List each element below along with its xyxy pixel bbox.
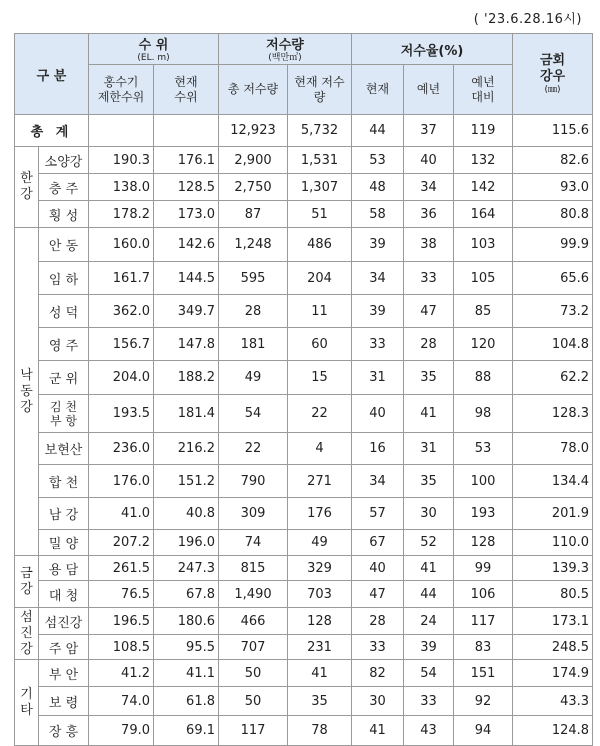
cell-current-rate: 41 [352,716,404,746]
header-water-level-unit: (EL. m) [137,53,170,63]
total-label: 총 계 [15,115,89,147]
cell-vs-normal: 151 [454,660,513,687]
cell-current-storage: 486 [288,228,352,262]
cell-vs-normal: 92 [454,687,513,716]
cell-current-storage: 11 [288,295,352,328]
dam-name: 김 천 부 항 [39,395,89,433]
dam-name: 군 위 [39,361,89,395]
cell-current-storage: 128 [288,608,352,635]
table-row [15,716,593,746]
cell-flood-limit: 161.7 [89,262,154,295]
dam-name: 안 동 [39,228,89,262]
cell-vs-normal: 103 [454,228,513,262]
cell-normal-rate: 40 [404,147,454,174]
cell-flood-limit: 204.0 [89,361,154,395]
cell-level: 128.5 [154,174,219,201]
cell-rainfall: 201.9 [513,498,593,530]
cell-current-storage: 22 [288,395,352,433]
header-row-2 [15,65,593,115]
table-row [15,465,593,498]
cell-vs-normal: 117 [454,608,513,635]
table-row [15,201,593,228]
cell-normal-rate: 44 [404,581,454,608]
table-row [15,228,593,262]
cell-current-rate: 48 [352,174,404,201]
header-flood-limit: 홍수기 제한수위 [89,65,154,115]
cell-total-storage: 181 [219,328,288,361]
cell-current-storage: 329 [288,556,352,581]
table-row [15,556,593,581]
cell-total-storage: 815 [219,556,288,581]
header-rate: 저수율(%) [352,34,513,65]
cell-current-rate: 31 [352,361,404,395]
cell-flood-limit: 160.0 [89,228,154,262]
cell-level: 180.6 [154,608,219,635]
header-current-level: 현재 수위 [154,65,219,115]
cell-current-storage: 60 [288,328,352,361]
cell-flood-limit: 79.0 [89,716,154,746]
cell-level: 173.0 [154,201,219,228]
cell-normal-rate: 31 [404,433,454,465]
cell-current-rate: 40 [352,395,404,433]
cell-current-rate: 34 [352,465,404,498]
river-group-label: 한 강 [15,147,39,228]
header-water-level [89,34,219,65]
cell-current-storage: 4 [288,433,352,465]
total-current-storage: 5,732 [288,115,352,147]
cell-normal-rate: 35 [404,361,454,395]
cell-flood-limit: 362.0 [89,295,154,328]
table-row [15,530,593,556]
cell-level: 69.1 [154,716,219,746]
cell-vs-normal: 120 [454,328,513,361]
cell-flood-limit: 74.0 [89,687,154,716]
cell-vs-normal: 164 [454,201,513,228]
report-timestamp: ( '23.6.28.16시) [473,12,582,27]
dam-name: 밀 양 [39,530,89,556]
cell-vs-normal: 53 [454,433,513,465]
header-rainfall-unit: (㎜) [544,84,561,95]
cell-normal-rate: 47 [404,295,454,328]
total-flood-limit [89,115,154,147]
table-row [15,395,593,433]
cell-current-rate: 82 [352,660,404,687]
table-row [15,660,593,687]
cell-rainfall: 99.9 [513,228,593,262]
table-row [15,581,593,608]
header-normal-rate: 예년 [404,65,454,115]
table-row [15,498,593,530]
dam-name: 임 하 [39,262,89,295]
cell-flood-limit: 176.0 [89,465,154,498]
cell-normal-rate: 41 [404,556,454,581]
cell-current-rate: 33 [352,635,404,660]
table-row [15,295,593,328]
river-group-label: 기 타 [15,660,39,746]
cell-current-storage: 271 [288,465,352,498]
dam-name: 합 천 [39,465,89,498]
header-current-rate: 현재 [352,65,404,115]
cell-vs-normal: 193 [454,498,513,530]
cell-rainfall: 65.6 [513,262,593,295]
cell-current-rate: 34 [352,262,404,295]
cell-total-storage: 74 [219,530,288,556]
cell-rainfall: 80.5 [513,581,593,608]
cell-normal-rate: 28 [404,328,454,361]
header-rainfall-label: 금회 강우 [539,52,566,84]
cell-level: 181.4 [154,395,219,433]
dam-name: 장 흥 [39,716,89,746]
cell-current-storage: 231 [288,635,352,660]
cell-total-storage: 707 [219,635,288,660]
header-total-storage: 총 저수량 [219,65,288,115]
cell-rainfall: 93.0 [513,174,593,201]
cell-vs-normal: 83 [454,635,513,660]
cell-rainfall: 124.8 [513,716,593,746]
cell-current-rate: 67 [352,530,404,556]
cell-current-storage: 51 [288,201,352,228]
cell-total-storage: 28 [219,295,288,328]
table-row [15,262,593,295]
table-row [15,361,593,395]
cell-level: 95.5 [154,635,219,660]
header-current-storage: 현재 저수 량 [288,65,352,115]
header-storage [219,34,352,65]
cell-vs-normal: 85 [454,295,513,328]
header-water-level-label: 수 위 [138,38,169,53]
cell-vs-normal: 88 [454,361,513,395]
cell-current-storage: 49 [288,530,352,556]
cell-level: 67.8 [154,581,219,608]
cell-vs-normal: 98 [454,395,513,433]
header-division: 구 분 [15,34,89,115]
cell-vs-normal: 94 [454,716,513,746]
cell-level: 41.1 [154,660,219,687]
cell-current-rate: 33 [352,328,404,361]
cell-normal-rate: 41 [404,395,454,433]
cell-rainfall: 73.2 [513,295,593,328]
cell-vs-normal: 132 [454,147,513,174]
cell-current-rate: 28 [352,608,404,635]
cell-normal-rate: 54 [404,660,454,687]
cell-normal-rate: 24 [404,608,454,635]
dam-name: 소양강 [39,147,89,174]
cell-current-rate: 47 [352,581,404,608]
cell-rainfall: 248.5 [513,635,593,660]
cell-total-storage: 54 [219,395,288,433]
cell-current-rate: 39 [352,228,404,262]
cell-flood-limit: 190.3 [89,147,154,174]
cell-level: 147.8 [154,328,219,361]
header-vs-normal: 예년 대비 [454,65,513,115]
cell-rainfall: 43.3 [513,687,593,716]
dam-name: 충 주 [39,174,89,201]
cell-current-storage: 1,531 [288,147,352,174]
cell-current-storage: 176 [288,498,352,530]
cell-flood-limit: 193.5 [89,395,154,433]
cell-level: 188.2 [154,361,219,395]
cell-current-rate: 39 [352,295,404,328]
cell-normal-rate: 33 [404,687,454,716]
dam-name: 보현산 [39,433,89,465]
total-vs-normal: 119 [454,115,513,147]
cell-total-storage: 2,750 [219,174,288,201]
cell-flood-limit: 236.0 [89,433,154,465]
cell-flood-limit: 178.2 [89,201,154,228]
cell-normal-rate: 34 [404,174,454,201]
table-row [15,433,593,465]
cell-normal-rate: 30 [404,498,454,530]
header-storage-unit: (백만㎥) [268,53,302,63]
cell-flood-limit: 41.2 [89,660,154,687]
cell-current-storage: 41 [288,660,352,687]
cell-normal-rate: 39 [404,635,454,660]
cell-level: 144.5 [154,262,219,295]
dam-name: 영 주 [39,328,89,361]
cell-normal-rate: 36 [404,201,454,228]
cell-current-storage: 78 [288,716,352,746]
cell-total-storage: 49 [219,361,288,395]
cell-rainfall: 62.2 [513,361,593,395]
cell-total-storage: 309 [219,498,288,530]
cell-level: 196.0 [154,530,219,556]
cell-rainfall: 110.0 [513,530,593,556]
cell-total-storage: 50 [219,687,288,716]
cell-current-rate: 30 [352,687,404,716]
dam-name: 횡 성 [39,201,89,228]
cell-level: 40.8 [154,498,219,530]
table-row [15,687,593,716]
dam-name: 보 령 [39,687,89,716]
dam-name: 주 암 [39,635,89,660]
cell-current-rate: 16 [352,433,404,465]
cell-flood-limit: 76.5 [89,581,154,608]
cell-total-storage: 595 [219,262,288,295]
cell-flood-limit: 41.0 [89,498,154,530]
dam-status-table [14,33,593,746]
cell-level: 216.2 [154,433,219,465]
river-group-label: 낙 동 강 [15,228,39,556]
cell-rainfall: 128.3 [513,395,593,433]
cell-rainfall: 139.3 [513,556,593,581]
cell-current-rate: 40 [352,556,404,581]
dam-name: 성 덕 [39,295,89,328]
dam-name: 섬진강 [39,608,89,635]
total-rainfall: 115.6 [513,115,593,147]
cell-vs-normal: 105 [454,262,513,295]
cell-normal-rate: 35 [404,465,454,498]
cell-flood-limit: 207.2 [89,530,154,556]
cell-total-storage: 50 [219,660,288,687]
cell-level: 142.6 [154,228,219,262]
header-row-1 [15,34,593,65]
cell-vs-normal: 142 [454,174,513,201]
cell-total-storage: 2,900 [219,147,288,174]
cell-level: 61.8 [154,687,219,716]
cell-rainfall: 82.6 [513,147,593,174]
cell-level: 176.1 [154,147,219,174]
cell-vs-normal: 128 [454,530,513,556]
cell-level: 151.2 [154,465,219,498]
total-normal-rate: 37 [404,115,454,147]
total-total-storage: 12,923 [219,115,288,147]
dam-name: 부 안 [39,660,89,687]
cell-current-rate: 57 [352,498,404,530]
cell-flood-limit: 261.5 [89,556,154,581]
table-row [15,328,593,361]
total-level [154,115,219,147]
cell-rainfall: 80.8 [513,201,593,228]
cell-total-storage: 466 [219,608,288,635]
river-group-label: 섬 진 강 [15,608,39,660]
table-body [15,34,593,746]
cell-normal-rate: 38 [404,228,454,262]
table-row [15,174,593,201]
total-row [15,115,593,147]
cell-vs-normal: 100 [454,465,513,498]
cell-flood-limit: 138.0 [89,174,154,201]
cell-rainfall: 173.1 [513,608,593,635]
header-storage-label: 저수량 [266,38,304,53]
cell-current-storage: 204 [288,262,352,295]
cell-total-storage: 87 [219,201,288,228]
river-group-label: 금 강 [15,556,39,608]
header-rainfall [513,34,593,115]
cell-total-storage: 117 [219,716,288,746]
cell-rainfall: 174.9 [513,660,593,687]
cell-current-rate: 58 [352,201,404,228]
cell-current-storage: 35 [288,687,352,716]
cell-total-storage: 22 [219,433,288,465]
cell-rainfall: 104.8 [513,328,593,361]
cell-total-storage: 790 [219,465,288,498]
cell-flood-limit: 196.5 [89,608,154,635]
cell-current-storage: 15 [288,361,352,395]
total-current-rate: 44 [352,115,404,147]
table-row [15,635,593,660]
dam-name: 남 강 [39,498,89,530]
table-row [15,147,593,174]
cell-level: 349.7 [154,295,219,328]
cell-current-storage: 703 [288,581,352,608]
cell-level: 247.3 [154,556,219,581]
cell-rainfall: 78.0 [513,433,593,465]
cell-current-rate: 53 [352,147,404,174]
cell-total-storage: 1,248 [219,228,288,262]
cell-normal-rate: 33 [404,262,454,295]
dam-name: 대 청 [39,581,89,608]
dam-name: 용 담 [39,556,89,581]
cell-total-storage: 1,490 [219,581,288,608]
cell-current-storage: 1,307 [288,174,352,201]
table-row [15,608,593,635]
cell-normal-rate: 52 [404,530,454,556]
cell-flood-limit: 156.7 [89,328,154,361]
cell-normal-rate: 43 [404,716,454,746]
cell-rainfall: 134.4 [513,465,593,498]
cell-flood-limit: 108.5 [89,635,154,660]
cell-vs-normal: 99 [454,556,513,581]
cell-vs-normal: 106 [454,581,513,608]
